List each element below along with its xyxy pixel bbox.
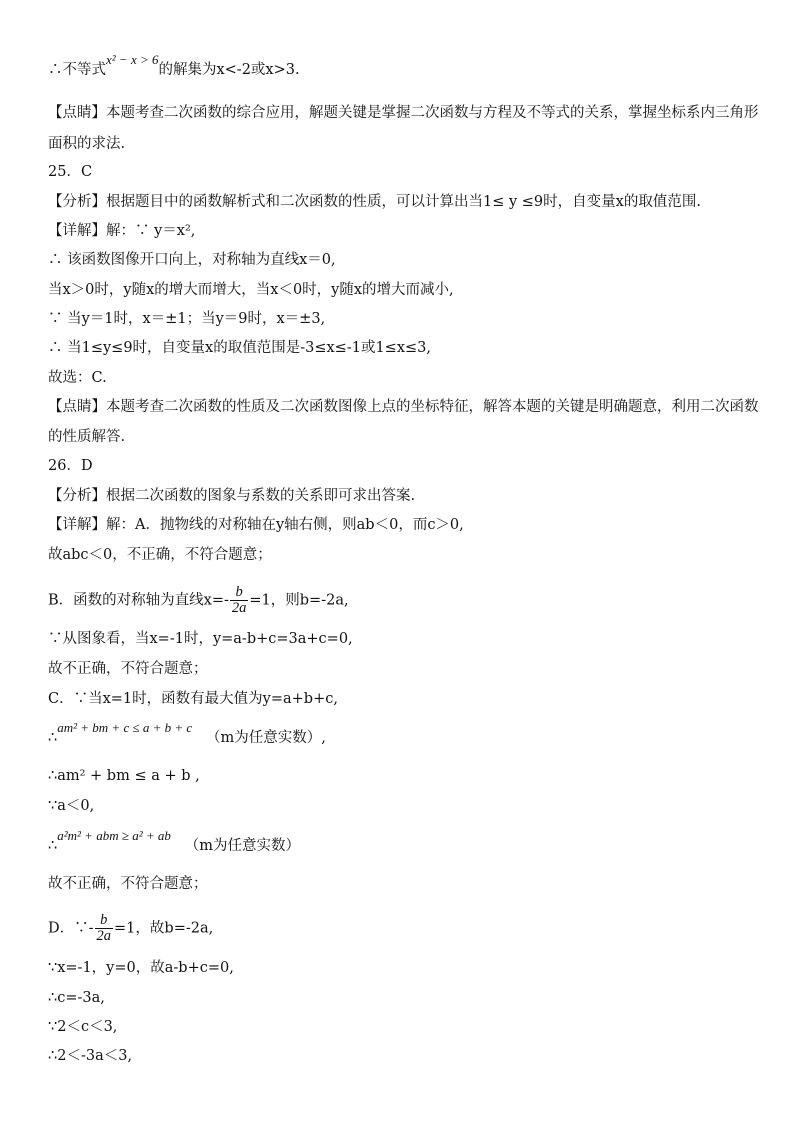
analysis-line: 【分析】根据题目中的函数解析式和二次函数的性质，可以计算出当1≤ y ≤9时，自变量x的取值范围. [48, 194, 701, 210]
answer-heading: 25．C [48, 164, 93, 180]
text-segment: （m为任意实数） [184, 838, 300, 854]
fraction [230, 585, 249, 616]
text-segment: ∴ [48, 838, 58, 854]
fraction-denominator: 2a [96, 928, 112, 944]
fraction-numerator: b [230, 585, 249, 601]
solution-line: 当x＞0时，y随x的增大而增大，当x＜0时，y随x的增大而减小, [48, 282, 454, 298]
solution-line: ∴am² + bm ≤ a + b , [48, 768, 200, 784]
solution-line: ∵从图象看，当x=-1时，y=a-b+c=3a+c=0, [48, 631, 353, 647]
text-segment: ∴ [48, 730, 58, 746]
solution-line: 故选：C. [48, 370, 107, 386]
text-segment: ∴不等式 [48, 62, 106, 78]
solution-line: 【详解】解：∵ y＝x², [48, 223, 196, 239]
fraction-numerator: b [95, 913, 114, 929]
solution-line: ∵2＜c＜3, [48, 1019, 118, 1035]
commentary-line: 的性质解答. [48, 429, 126, 445]
solution-line: 故abc＜0，不正确，不符合题意； [48, 547, 272, 563]
solution-line: 【详解】解：A．抛物线的对称轴在y轴右侧，则ab＜0，而c＞0, [48, 517, 464, 533]
commentary-line: 面积的求法. [48, 136, 126, 152]
commentary-line: 【点睛】本题考查二次函数的综合应用，解题关键是掌握二次函数与方程及不等式的关系，掌握坐标系内三角形 [48, 105, 759, 121]
solution-line [48, 720, 326, 748]
fraction [95, 913, 114, 944]
solution-line [48, 913, 213, 944]
answer-heading: 26．D [48, 458, 93, 474]
analysis-line: 【分析】根据二次函数的图象与系数的关系即可求出答案. [48, 488, 416, 504]
solution-line [48, 828, 300, 856]
math-expression: x² − x > 6 [106, 52, 159, 67]
solution-line: C．∵当x=1时，函数有最大值为y=a+b+c, [48, 691, 338, 707]
solution-line: 故不正确，不符合题意； [48, 876, 208, 892]
solution-line: ∵a＜0, [48, 798, 95, 814]
text-segment: B．函数的对称轴为直线x=- [48, 592, 229, 609]
commentary-line: 【点睛】本题考查二次函数的性质及二次函数图像上点的坐标特征，解答本题的关键是明确题意，利用二次函数 [48, 399, 759, 415]
solution-line [48, 585, 349, 616]
text-segment: =1，故b=-2a, [114, 920, 214, 937]
solution-line: ∴ 当1≤y≤9时，自变量x的取值范围是-3≤x≤-1或1≤x≤3, [48, 340, 431, 356]
math-expression: a²m² + abm ≥ a² + ab [57, 828, 171, 843]
conclusion-line [48, 52, 300, 80]
fraction-denominator: 2a [231, 600, 247, 616]
solution-line: ∴2＜-3a＜3, [48, 1048, 133, 1064]
text-segment: 的解集为x<-2或x>3. [158, 62, 300, 78]
text-segment: =1，则b=-2a, [249, 592, 349, 609]
solution-line: ∴c=-3a, [48, 990, 105, 1006]
solution-line: ∵x=-1，y=0，故a-b+c=0, [48, 960, 234, 976]
text-segment: D．∵- [48, 920, 94, 937]
solution-line: ∴ 该函数图像开口向上，对称轴为直线x＝0, [48, 252, 336, 268]
math-expression: am² + bm + c ≤ a + b + c [57, 720, 193, 735]
solution-line: ∵ 当y＝1时，x＝±1；当y＝9时，x＝±3, [48, 311, 326, 327]
text-segment: （m为任意实数）, [206, 730, 326, 746]
solution-line: 故不正确，不符合题意； [48, 661, 208, 677]
